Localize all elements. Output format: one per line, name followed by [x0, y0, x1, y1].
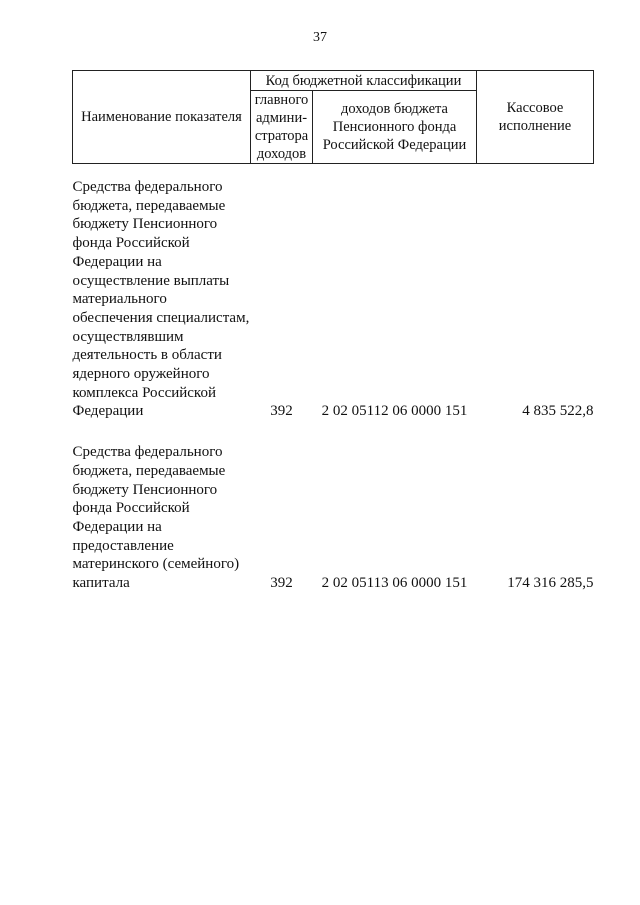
row-income-code: 2 02 05112 06 0000 151	[321, 403, 468, 420]
row-income-code: 2 02 05113 06 0000 151	[321, 575, 468, 592]
row-cash-amount: 4 835 522,8	[522, 403, 594, 420]
page-number: 37	[313, 30, 327, 45]
row-name: Средства федерального бюджета, передаваемые бюджету Пенсионного фонда Российской Федерации на предоставление материнского (семейного) капитала	[72, 444, 240, 592]
row-admin-code: 392	[270, 403, 293, 420]
row-name: Средства федерального бюджета, передаваемые бюджету Пенсионного фонда Российской Федерации на осуществление выплаты материального обеспечения специалистам, осуществлявшим деятельность в области ядерного оружейного комплекса Российской Федерации	[72, 179, 250, 420]
header-pension-fund-income: доходов бюджета Пенсионного фонда Российской Федерации	[313, 91, 477, 164]
budget-table	[72, 70, 594, 593]
table-row	[73, 178, 594, 421]
table-row	[73, 443, 594, 593]
header-name: Наименование показателя	[73, 71, 251, 164]
header-chief-administrator: главного админи-стратора доходов	[251, 91, 313, 164]
header-cash-execution: Кассовое исполнение	[477, 71, 594, 164]
row-cash-amount: 174 316 285,5	[507, 575, 594, 592]
row-admin-code: 392	[270, 575, 293, 592]
header-classification-code: Код бюджетной классификации	[251, 71, 477, 91]
